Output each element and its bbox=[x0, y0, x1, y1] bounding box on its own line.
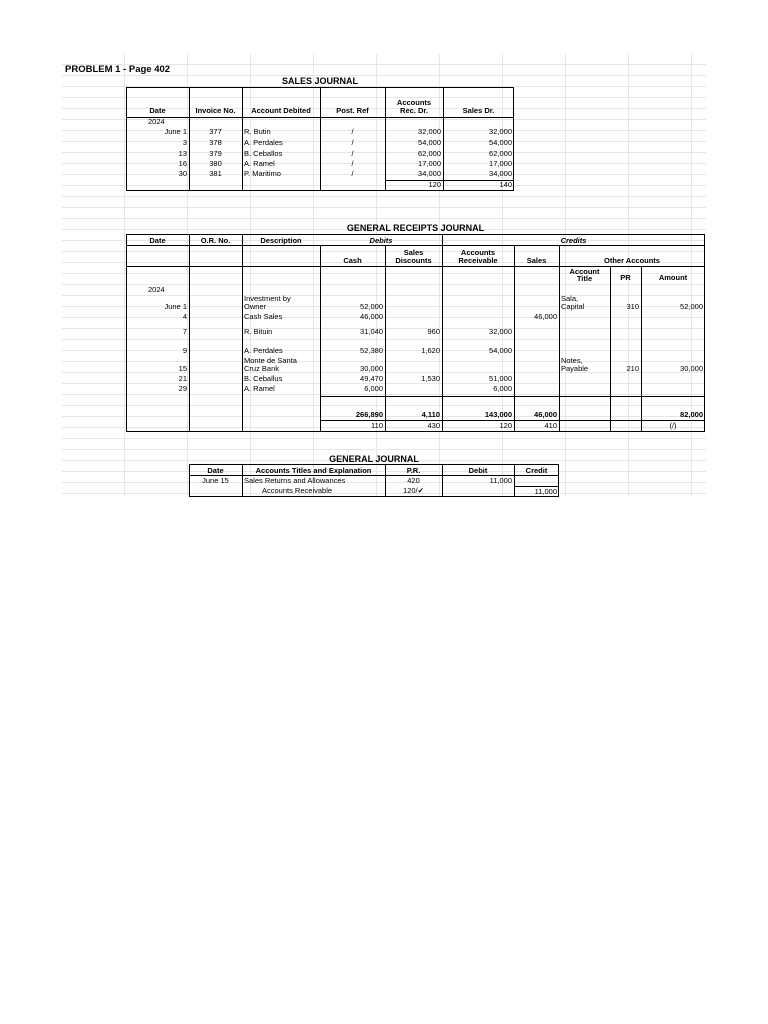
sj-total-sales-ref: 140 bbox=[499, 180, 512, 189]
grj-header-cash: Cash bbox=[343, 256, 362, 265]
gj-header-pr: P.R. bbox=[406, 466, 421, 475]
sj-total-ar-ref: 120 bbox=[428, 180, 441, 189]
sj-header-account: Account Debited bbox=[251, 106, 311, 115]
sj-header-ar-line2: Rec. Dr. bbox=[400, 106, 428, 115]
grj-header-disc-line1: Sales bbox=[403, 248, 424, 257]
grj-header-other-accounts: Other Accounts bbox=[604, 256, 660, 265]
grj-header-ar-line1: Accounts bbox=[460, 248, 496, 257]
grj-header-debits: Debits bbox=[369, 236, 393, 245]
grj-header-account-title-line1: Account bbox=[569, 267, 600, 276]
problem-title: PROBLEM 1 - Page 402 bbox=[65, 64, 171, 75]
grj-header-credits: Credits bbox=[560, 236, 587, 245]
grj-header-amount: Amount bbox=[658, 273, 688, 282]
sj-year: 2024 bbox=[148, 117, 165, 126]
gj-header-titles: Accounts Titles and Explanation bbox=[255, 466, 372, 475]
grj-header-sales: Sales bbox=[526, 256, 547, 265]
sj-header-invoice: Invoice No. bbox=[195, 106, 236, 115]
sj-header-sales: Sales Dr. bbox=[462, 106, 495, 115]
grj-header-ar-line2: Receivable bbox=[458, 256, 498, 265]
general-journal-title: GENERAL JOURNAL bbox=[329, 454, 419, 464]
grj-header-date: Date bbox=[149, 236, 166, 245]
grj-header-account-title-line2: Title bbox=[576, 274, 593, 283]
sj-header-post-ref: Post. Ref bbox=[336, 106, 369, 115]
gj-header-date: Date bbox=[207, 466, 224, 475]
grj-header-pr: PR bbox=[620, 273, 631, 282]
gj-header-credit: Credit bbox=[525, 466, 548, 475]
grj-header-disc-line2: Discounts bbox=[395, 256, 432, 265]
sj-header-date: Date bbox=[149, 106, 166, 115]
grj-year: 2024 bbox=[148, 285, 165, 294]
sj-header-ar-line1: Accounts bbox=[396, 98, 432, 107]
sales-journal-title: SALES JOURNAL bbox=[281, 76, 358, 86]
receipts-journal-title: GENERAL RECEIPTS JOURNAL bbox=[346, 223, 485, 233]
grj-header-or-no: O.R. No. bbox=[200, 236, 231, 245]
grj-header-description: Description bbox=[260, 236, 302, 245]
gj-header-debit: Debit bbox=[468, 466, 488, 475]
